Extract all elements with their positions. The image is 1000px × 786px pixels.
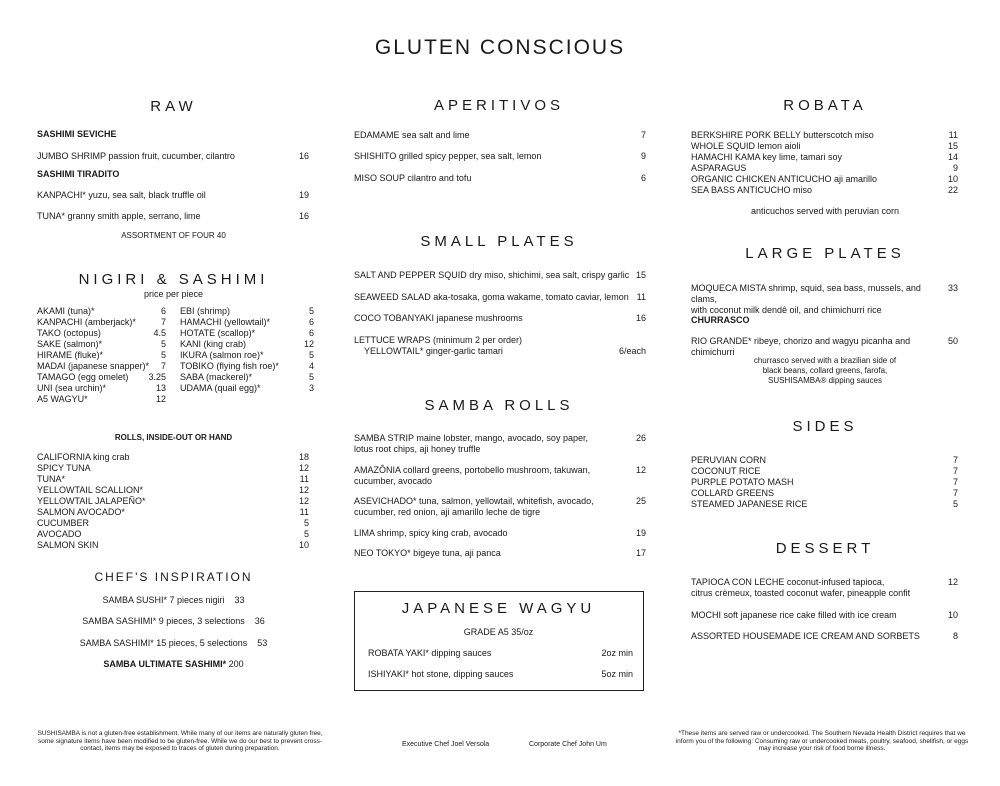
wagyu-box	[354, 591, 644, 691]
raw-heading: RAW	[150, 98, 197, 115]
item-name: SPICY TUNA	[37, 463, 91, 473]
assortment-note: ASSORTMENT OF FOUR 40	[121, 231, 226, 240]
menu-item	[37, 350, 166, 361]
menu-item: SAMBA STRIP maine lobster, mango, avocado, soy paper, 26 lotus root chips, aji honey truffle	[354, 433, 646, 454]
item-price: 12	[298, 463, 309, 473]
menu-item	[180, 350, 314, 361]
item-price: 4	[308, 361, 314, 371]
menu-item: EDAMAME sea salt and lime 7	[354, 130, 646, 140]
menu-item: RIO GRANDE* ribeye, chorizo and wagyu picanha and chimichurri 50	[691, 336, 958, 357]
menu-item	[691, 141, 958, 152]
menu-item: TUNA* granny smith apple, serrano, lime 16	[37, 211, 309, 221]
item-price: 5	[303, 518, 309, 528]
menu-item: LIMA shrimp, spicy king crab, avocado 19	[354, 528, 646, 538]
menu-item	[37, 507, 309, 518]
item-price: 5	[160, 339, 166, 349]
robata-heading: ROBATA	[783, 97, 867, 114]
item-price: 6	[308, 317, 314, 327]
nigiri-left-list	[37, 306, 166, 405]
robata-list	[691, 130, 958, 196]
menu-item: COCO TOBANYAKI japanese mushrooms 16	[354, 313, 646, 323]
robata-note: anticuchos served with peruvian corn	[750, 206, 900, 216]
menu-item	[180, 361, 314, 372]
item-price: 5	[308, 372, 314, 382]
item-price: 7	[952, 477, 958, 487]
item-name: SALMON AVOCADO*	[37, 507, 125, 517]
item-price: 12	[298, 485, 309, 495]
item-name: STEAMED JAPANESE RICE	[691, 499, 808, 509]
item-price: 7	[952, 466, 958, 476]
menu-item	[180, 306, 314, 317]
menu-item: ASSORTED HOUSEMADE ICE CREAM AND SORBETS 8	[691, 631, 958, 641]
menu-item	[180, 383, 314, 394]
item-name: IKURA (salmon roe)*	[180, 350, 264, 360]
menu-item: SAMBA SASHIMI* 15 pieces, 5 selections 53	[79, 638, 268, 648]
item-price: 10	[298, 540, 309, 550]
menu-item	[37, 372, 166, 383]
page-title: GLUTEN CONSCIOUS	[374, 36, 626, 59]
item-price: 4.5	[153, 328, 166, 338]
menu-item	[37, 463, 309, 474]
menu-item	[37, 328, 166, 339]
menu-item	[37, 317, 166, 328]
seviche-label: SASHIMI SEVICHE	[37, 129, 117, 139]
item-price: 5	[952, 499, 958, 509]
item-name: TAMAGO (egg omelet)	[37, 372, 129, 382]
menu-item: TAPIOCA CON LECHE coconut-infused tapioca, 12 citrus crèmeux, toasted coconut wafer, pineapple confit	[691, 577, 958, 598]
item-name: KANI (king crab)	[180, 339, 247, 349]
menu-item	[37, 452, 309, 463]
item-price: 7	[160, 361, 166, 371]
item-name: UDAMA (quail egg)*	[180, 383, 261, 393]
item-price: 5	[308, 350, 314, 360]
item-name: COCONUT RICE	[691, 466, 761, 476]
menu-item: SAMBA SASHIMI* 9 pieces, 3 selections 36	[82, 616, 265, 626]
menu-item: MISO SOUP cilantro and tofu 6	[354, 173, 646, 183]
menu-item	[37, 518, 309, 529]
menu-item	[37, 485, 309, 496]
item-price: 11	[948, 130, 958, 140]
item-price: 12	[303, 339, 314, 349]
menu-item	[691, 499, 958, 510]
large-plates-heading: LARGE PLATES	[745, 245, 905, 262]
item-price: 7	[952, 488, 958, 498]
item-name: COLLARD GREENS	[691, 488, 775, 498]
menu-item: ISHIYAKI* hot stone, dipping sauces 5oz min	[368, 669, 633, 679]
tiradito-label: SASHIMI TIRADITO	[37, 169, 120, 179]
item-name: CUCUMBER	[37, 518, 90, 528]
menu-item: ASEVICHADO* tuna, salmon, yellowtail, whitefish, avocado, 25 cucumber, red onion, aji amarillo leche de tigre	[354, 496, 646, 517]
item-name: WHOLE SQUID lemon aioli	[691, 141, 801, 151]
menu-item	[37, 496, 309, 507]
wagyu-grade: GRADE A5 35/oz	[463, 627, 534, 637]
menu-item	[691, 185, 958, 196]
item-name: HAMACHI KAMA key lime, tamari soy	[691, 152, 843, 162]
item-name: A5 WAGYU*	[37, 394, 88, 404]
item-price: 7	[952, 455, 958, 465]
menu-item	[37, 306, 166, 317]
rolls-heading: ROLLS, INSIDE-OUT OR HAND	[114, 433, 233, 442]
menu-item: ROBATA YAKI* dipping sauces 2oz min	[368, 648, 633, 658]
item-name: YELLOWTAIL SCALLION*	[37, 485, 144, 495]
item-name: TAKO (octopus)	[37, 328, 101, 338]
item-price: 5	[308, 306, 314, 316]
item-name: SALMON SKIN	[37, 540, 99, 550]
item-price: 14	[947, 152, 958, 162]
menu-item	[37, 394, 166, 405]
item-price: 9	[952, 163, 958, 173]
menu-item: NEO TOKYO* bigeye tuna, aji panca 17	[354, 548, 646, 558]
item-price: 12	[298, 496, 309, 506]
item-price: 11	[299, 507, 309, 517]
menu-item	[180, 317, 314, 328]
item-price: 12	[155, 394, 166, 404]
menu-item	[691, 163, 958, 174]
item-price: 5	[303, 529, 309, 539]
item-name: ORGANIC CHICKEN ANTICUCHO aji amarillo	[691, 174, 878, 184]
menu-item	[37, 383, 166, 394]
aperitivos-heading: APERITIVOS	[433, 97, 565, 114]
menu-item: SALT AND PEPPER SQUID dry miso, shichimi, sea salt, crispy garlic 15	[354, 270, 646, 280]
item-name: KANPACHI (amberjack)*	[37, 317, 136, 327]
menu-item: SEAWEED SALAD aka-tosaka, goma wakame, tomato caviar, lemon 11	[354, 292, 646, 302]
item-price: 5	[160, 350, 166, 360]
wagyu-heading: JAPANESE WAGYU	[401, 600, 596, 617]
item-name: SAKE (salmon)*	[37, 339, 103, 349]
rolls-list	[37, 452, 309, 551]
corporate-chef: Corporate Chef John Um	[529, 741, 607, 748]
menu-item: SAMBA SUSHI* 7 pieces nigiri 33	[102, 595, 245, 605]
item-name: HOTATE (scallop)*	[180, 328, 256, 338]
menu-item	[691, 174, 958, 185]
item-name: TUNA*	[37, 474, 66, 484]
sides-heading: SIDES	[792, 418, 858, 435]
samba-rolls-heading: SAMBA ROLLS	[424, 397, 574, 414]
item-price: 3	[308, 383, 314, 393]
item-price: 15	[947, 141, 958, 151]
churrasco-note: churrasco served with a brazilian side of black beans, collard greens, farofa, SUSHISAMBA® dipping sauces	[753, 356, 897, 385]
menu-item	[180, 328, 314, 339]
item-name: PERUVIAN CORN	[691, 455, 767, 465]
item-price: 3.25	[148, 372, 166, 382]
item-name: CALIFORNIA king crab	[37, 452, 130, 462]
menu-item	[37, 529, 309, 540]
item-name: HIRAME (fluke)*	[37, 350, 104, 360]
menu-item	[180, 372, 314, 383]
menu-item	[37, 361, 166, 372]
menu-item	[691, 477, 958, 488]
menu-item	[691, 455, 958, 466]
item-name: AKAMI (tuna)*	[37, 306, 95, 316]
item-price: 13	[155, 383, 166, 393]
menu-item	[691, 130, 958, 141]
small-plates-heading: SMALL PLATES	[420, 233, 578, 250]
menu-item: AMAZÔNIA collard greens, portobello mushroom, takuwan, 12 cucumber, avocado	[354, 465, 646, 486]
item-price: 10	[947, 174, 958, 184]
nigiri-right-list	[180, 306, 314, 394]
menu-item: JUMBO SHRIMP passion fruit, cucumber, cilantro 16	[37, 151, 309, 161]
menu-item	[180, 339, 314, 350]
item-name: HAMACHI (yellowtail)*	[180, 317, 271, 327]
item-name: YELLOWTAIL JALAPEÑO*	[37, 496, 146, 506]
item-price: 11	[299, 474, 309, 484]
nigiri-sub: price per piece	[143, 289, 204, 299]
item-name: SABA (mackerel)*	[180, 372, 253, 382]
menu-item: KANPACHI* yuzu, sea salt, black truffle oil 19	[37, 190, 309, 200]
menu-item	[37, 540, 309, 551]
item-price: 22	[947, 185, 958, 195]
menu-item: SHISHITO grilled spicy pepper, sea salt, lemon 9	[354, 151, 646, 161]
menu-item	[37, 339, 166, 350]
menu-item	[37, 474, 309, 485]
item-price: 18	[298, 452, 309, 462]
menu-item: MOCHI soft japanese rice cake filled with ice cream 10	[691, 610, 958, 620]
sides-list	[691, 455, 958, 510]
item-name: MADAI (japanese snapper)*	[37, 361, 150, 371]
dessert-heading: DESSERT	[775, 540, 875, 557]
item-name: ASPARAGUS	[691, 163, 747, 173]
menu-item: MOQUECA MISTA shrimp, squid, sea bass, mussels, and clams, 33 with coconut milk dendê oil, and chimichurri rice	[691, 283, 958, 315]
item-price: 7	[160, 317, 166, 327]
chef-heading: CHEF'S INSPIRATION	[94, 570, 253, 584]
menu-item	[691, 466, 958, 477]
item-price: 6	[160, 306, 166, 316]
item-name: PURPLE POTATO MASH	[691, 477, 794, 487]
item-name: BERKSHIRE PORK BELLY butterscotch miso	[691, 130, 874, 140]
item-name: UNI (sea urchin)*	[37, 383, 107, 393]
raw-food-disclaimer: *These items are served raw or undercooked. The Southern Nevada Health District requires that we inform you of the following: Consuming raw or undercooked meats, poultry, seafood, shellfish, or eggs may increase your risk of food borne illness.	[675, 730, 969, 752]
item-name: EBI (shrimp)	[180, 306, 231, 316]
item-name: TOBIKO (flying fish roe)*	[180, 361, 279, 371]
item-price: 6	[308, 328, 314, 338]
menu-item	[691, 152, 958, 163]
menu-item: SAMBA ULTIMATE SASHIMI* 200	[103, 659, 244, 669]
churrasco-label: CHURRASCO	[691, 315, 750, 325]
gluten-disclaimer: SUSHISAMBA is not a gluten-free establishment. While many of our items are naturally gluten free, some signature items have been modified to be gluten-free. While we do our best to prevent cross- contact, items may be exposed to traces of gluten during preparation.	[37, 730, 323, 752]
item-name: SEA BASS ANTICUCHO miso	[691, 185, 813, 195]
menu-item: YELLOWTAIL* ginger-garlic tamari 6/each	[364, 346, 646, 356]
menu-item	[691, 488, 958, 499]
nigiri-heading: NIGIRI & SASHIMI	[78, 271, 269, 288]
item-name: AVOCADO	[37, 529, 82, 539]
lettuce-wraps-title: LETTUCE WRAPS (minimum 2 per order)	[354, 335, 523, 345]
executive-chef: Executive Chef Joel Versola	[402, 741, 490, 748]
